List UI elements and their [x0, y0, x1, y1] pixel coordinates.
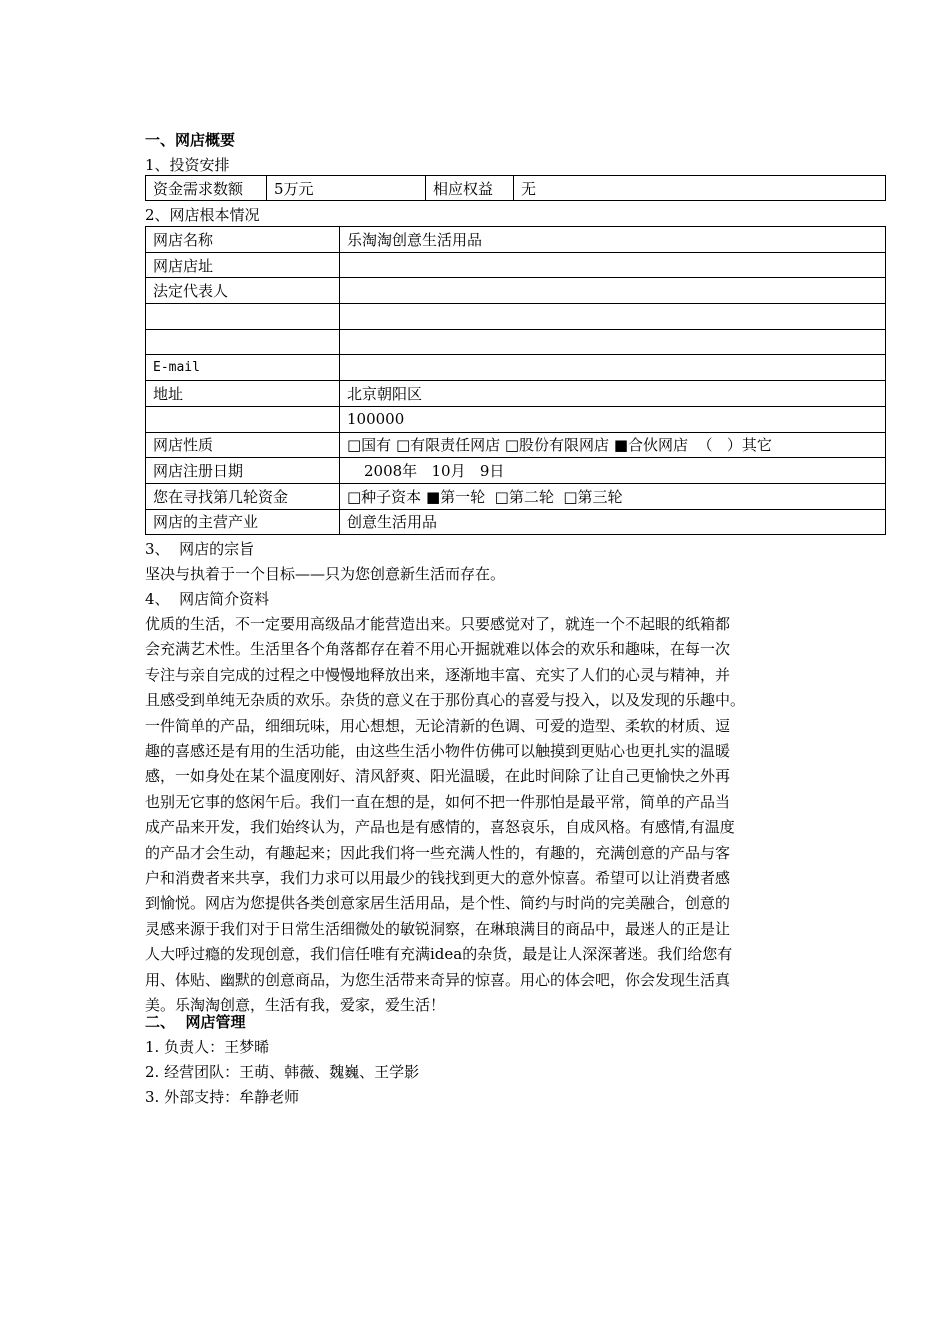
table-row — [146, 252, 886, 278]
paragraph-line: 人大呼过瘾的发现创意，我们信任唯有充满idea的杂货，最是让人深深著迷。我们给您有 — [145, 945, 733, 964]
investment-label-amount: 资金需求数额 — [146, 176, 267, 201]
info-label: 网店店址 — [146, 252, 340, 278]
investment-heading: 1、投资安排 — [145, 156, 230, 174]
basic-info-table — [145, 226, 886, 535]
paragraph-line: 专注与亲自完成的过程之中慢慢地释放出来，逐渐地丰富、充实了人们的心灵与精神，并 — [145, 665, 731, 684]
table-row — [146, 406, 886, 432]
paragraph-line: 也别无它事的悠闲午后。我们一直在想的是，如何不把一件那怕是最平常，简单的产品当 — [145, 792, 731, 811]
investment-value-equity: 无 — [514, 176, 886, 201]
paragraph-line: 优质的生活，不一定要用高级品才能营造出来。只要感觉对了，就连一个不起眼的纸箱都 — [145, 615, 731, 633]
info-value — [340, 278, 886, 304]
basic-info-heading: 2、网店根本情况 — [145, 206, 260, 224]
mission-text: 坚决与执着于一个目标——只为您创意新生活而存在。 — [145, 565, 506, 583]
paragraph-line: 且感受到单纯无杂质的欢乐。杂货的意义在于那份真心的喜爱与投入，以及发现的乐趣中。 — [145, 691, 746, 710]
management-item: 2. 经营团队：王萌、韩薇、魏巍、王学影 — [145, 1063, 420, 1081]
paragraph-line: 一件简单的产品，细细玩味，用心想想，无论清新的色调、可爱的造型、柔软的材质、逗 — [145, 716, 731, 735]
paragraph-line: 到愉悦。网店为您提供各类创意家居生活用品，是个性、简约与时尚的完美融合，创意的 — [145, 894, 731, 913]
info-label — [146, 304, 340, 330]
info-label: E-mail — [146, 355, 340, 381]
info-value: □种子资本 ■第一轮 □第二轮 □第三轮 — [340, 483, 886, 509]
info-value — [340, 329, 886, 355]
info-value — [340, 355, 886, 381]
info-label: 网店性质 — [146, 432, 340, 458]
info-value: 创意生活用品 — [340, 509, 886, 535]
paragraph-line: 趣的喜感还是有用的生活功能，由这些生活小物件仿佛可以触摸到更贴心也更扎实的温暖 — [145, 742, 731, 761]
investment-table — [145, 175, 886, 201]
table-row — [146, 483, 886, 509]
info-label: 网店注册日期 — [146, 458, 340, 484]
paragraph-line: 灵感来源于我们对于日常生活细微处的敏锐洞察，在琳琅满目的商品中，最迷人的正是让 — [145, 919, 731, 938]
table-row — [146, 432, 886, 458]
investment-value-amount: 5万元 — [267, 176, 426, 201]
paragraph-line: 美。乐淘淘创意，生活有我，爱家，爱生活！ — [145, 996, 446, 1015]
table-row — [146, 381, 886, 407]
paragraph-line: 的产品才会生动，有趣起来；因此我们将一些充满人性的，有趣的，充满创意的产品与客 — [145, 843, 731, 862]
info-label — [146, 406, 340, 432]
management-item: 1. 负责人：王梦晞 — [145, 1038, 270, 1056]
info-label — [146, 329, 340, 355]
paragraph-line: 用、体贴、幽默的创意商品，为您生活带来奇异的惊喜。用心的体会吧，你会发现生活真 — [145, 970, 731, 989]
info-value: □国有 □有限责任网店 □股份有限网店 ■合伙网店 （ ）其它 — [340, 432, 886, 458]
section2-title: 二、 网店管理 — [145, 1013, 246, 1031]
info-value — [340, 252, 886, 278]
info-label: 网店的主营产业 — [146, 509, 340, 535]
info-label: 法定代表人 — [146, 278, 340, 304]
info-value: 2008年 10月 9日 — [340, 458, 886, 484]
paragraph-line: 会充满艺术性。生活里各个角落都存在着不用心开掘就难以体会的欢乐和趣味，在每一次 — [145, 640, 731, 659]
info-label: 您在寻找第几轮资金 — [146, 483, 340, 509]
info-label: 地址 — [146, 381, 340, 407]
management-item: 3. 外部支持：牟静老师 — [145, 1088, 300, 1106]
info-value: 北京朝阳区 — [340, 381, 886, 407]
intro-heading: 4、 网店简介资料 — [145, 590, 270, 608]
intro-paragraph — [145, 612, 810, 1019]
table-row — [146, 355, 886, 381]
info-label: 网店名称 — [146, 227, 340, 253]
info-value: 乐淘淘创意生活用品 — [340, 227, 886, 253]
table-row — [146, 278, 886, 304]
paragraph-line: 户和消费者来共享，我们力求可以用最少的钱找到更大的意外惊喜。希望可以让消费者感 — [145, 869, 731, 888]
mission-heading: 3、 网店的宗旨 — [145, 540, 255, 558]
info-value — [340, 304, 886, 330]
table-row — [146, 304, 886, 330]
investment-label-equity: 相应权益 — [426, 176, 514, 201]
section1-title: 一、网店概要 — [145, 131, 236, 149]
info-value: 100000 — [340, 406, 886, 432]
table-row — [146, 509, 886, 535]
paragraph-line: 感，一如身处在某个温度刚好、清风舒爽、阳光温暖，在此时间除了让自己更愉快之外再 — [145, 767, 731, 786]
paragraph-line: 成产品来开发，我们始终认为，产品也是有感情的，喜怒哀乐，自成风格。有感情,有温度 — [145, 818, 735, 837]
table-row — [146, 227, 886, 253]
table-row — [146, 329, 886, 355]
table-row — [146, 458, 886, 484]
